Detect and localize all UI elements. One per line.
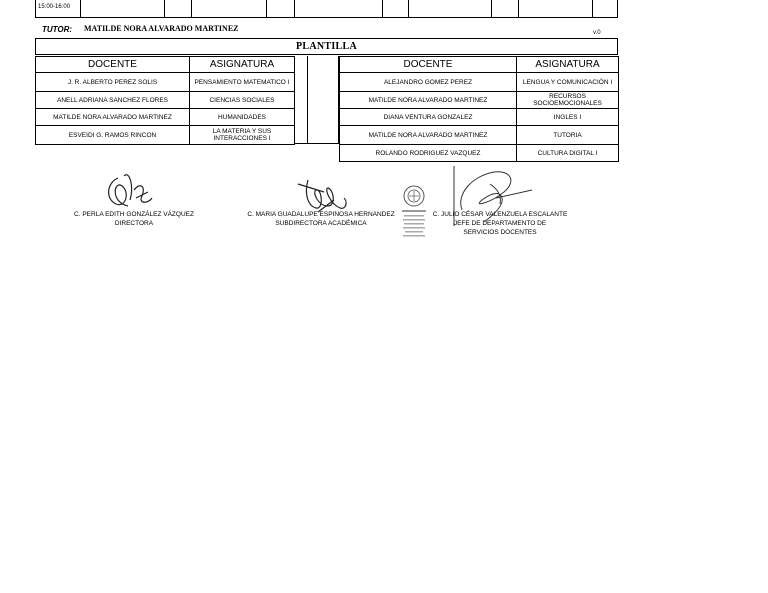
schedule-cell-divider bbox=[518, 0, 519, 17]
time-slot: 15:00-16:00 bbox=[38, 4, 71, 10]
table-row bbox=[340, 73, 619, 92]
schedule-cell-divider bbox=[592, 0, 593, 17]
header-asignatura: ASIGNATURA bbox=[517, 57, 619, 73]
header-asignatura: ASIGNATURA bbox=[190, 57, 295, 73]
docente-cell: MATILDE NORA ALVARADO MARTINEZ bbox=[340, 126, 517, 145]
asignatura-cell: TUTORIA bbox=[517, 126, 619, 145]
signatory-name: C. MARIA GUADALUPE ESPINOSA HERNANDEZ bbox=[247, 211, 395, 218]
asignatura-cell: LENGUA Y COMUNICACIÓN I bbox=[517, 73, 619, 92]
docente-cell: ESVEIDI G. RAMOS RINCON bbox=[36, 126, 190, 145]
docente-cell: J. R. ALBERTO PEREZ SOLIS bbox=[36, 73, 190, 92]
schedule-cell-divider bbox=[80, 0, 81, 17]
table-row bbox=[340, 145, 619, 162]
header-docente: DOCENTE bbox=[340, 57, 517, 73]
schedule-cell-divider bbox=[408, 0, 409, 17]
asignatura-cell: LA MATERIA Y SUS INTERACCIONES I bbox=[190, 126, 295, 145]
table-row bbox=[36, 109, 295, 126]
plantilla-left-table bbox=[35, 56, 295, 145]
asignatura-cell: INGLES I bbox=[517, 109, 619, 126]
schedule-row bbox=[35, 0, 618, 18]
schedule-cell-divider bbox=[266, 0, 267, 17]
schedule-cell-divider bbox=[164, 0, 165, 17]
table-row bbox=[36, 126, 295, 145]
signatory-role-line2: SERVICIOS DOCENTES bbox=[463, 229, 537, 236]
signatory-role: SUBDIRECTORA ACADÉMICA bbox=[275, 220, 367, 227]
docente-cell: ALEJANDRO GOMEZ PEREZ bbox=[340, 73, 517, 92]
table-row bbox=[340, 109, 619, 126]
tutor-label: TUTOR: bbox=[42, 25, 73, 34]
schedule-cell-divider bbox=[491, 0, 492, 17]
table-row bbox=[340, 126, 619, 145]
signature-block-jefe-departamento bbox=[430, 210, 570, 237]
signature-directora-icon bbox=[100, 168, 156, 212]
table-row bbox=[36, 92, 295, 109]
official-seal-icon bbox=[398, 184, 430, 244]
plantilla-right-table bbox=[339, 56, 619, 162]
asignatura-cell: RECURSOS SOCIOEMOCIONALES bbox=[517, 92, 619, 109]
docente-cell: DIANA VENTURA GONZALEZ bbox=[340, 109, 517, 126]
schedule-cell-divider bbox=[382, 0, 383, 17]
schedule-cell-divider bbox=[294, 0, 295, 17]
docente-cell: MATILDE NORA ALVARADO MARTINEZ bbox=[340, 92, 517, 109]
header-docente: DOCENTE bbox=[36, 57, 190, 73]
docente-cell: MATILDE NORA ALVARADO MARTINEZ bbox=[36, 109, 190, 126]
docente-cell: ROLANDO RODRIGUEZ VAZQUEZ bbox=[340, 145, 517, 162]
tutor-name: MATILDE NORA ALVARADO MARTINEZ bbox=[84, 24, 239, 33]
signature-block-directora bbox=[64, 210, 204, 228]
docente-cell: ANELL ADRIANA SANCHEZ FLORES bbox=[36, 92, 190, 109]
signatory-role: JEFE DE DEPARTAMENTO DE bbox=[453, 220, 547, 227]
asignatura-cell: CULTURA DIGITAL I bbox=[517, 145, 619, 162]
asignatura-cell: HUMANIDADES bbox=[190, 109, 295, 126]
signatory-role: DIRECTORA bbox=[114, 220, 154, 227]
signatory-name: C. PERLA EDITH GONZÁLEZ VÁZQUEZ bbox=[74, 211, 194, 218]
plantilla-title: PLANTILLA bbox=[35, 38, 618, 55]
asignatura-cell: CIENCIAS SOCIALES bbox=[190, 92, 295, 109]
version-label: v.0 bbox=[593, 30, 601, 36]
spacer-column bbox=[294, 56, 339, 144]
table-row bbox=[36, 73, 295, 92]
signatory-name: C. JULIO CÉSAR VALENZUELA ESCALANTE bbox=[432, 211, 568, 218]
asignatura-cell: PENSAMIENTO MATEMATICO I bbox=[190, 73, 295, 92]
signature-block-subdirectora bbox=[246, 210, 396, 228]
schedule-cell-divider bbox=[191, 0, 192, 17]
table-row bbox=[340, 92, 619, 109]
